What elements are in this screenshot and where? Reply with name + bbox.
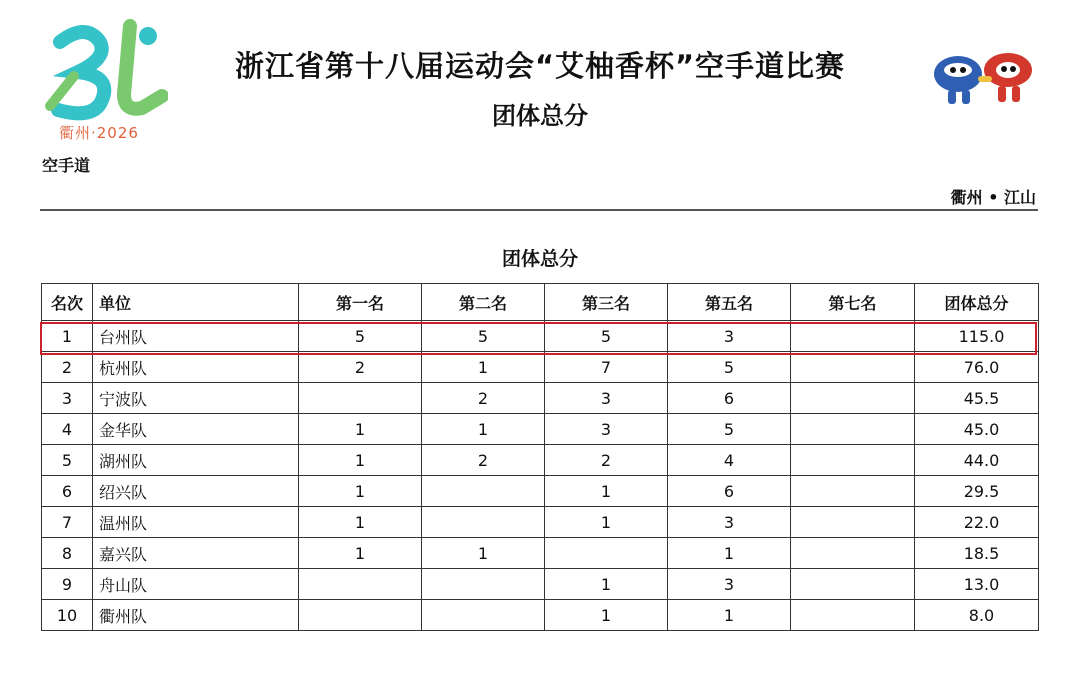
cell-fifth: 3	[668, 507, 791, 538]
cell-first: 5	[299, 321, 422, 352]
cell-rank: 3	[42, 383, 93, 414]
cell-third	[545, 538, 668, 569]
cell-second: 5	[422, 321, 545, 352]
page-subtitle: 团体总分	[492, 102, 588, 130]
cell-unit: 嘉兴队	[93, 538, 299, 569]
cell-first: 1	[299, 476, 422, 507]
mascot-icon	[928, 50, 1038, 108]
cell-unit: 衢州队	[93, 600, 299, 631]
table-row	[42, 507, 1039, 538]
cell-third: 1	[545, 600, 668, 631]
table-row	[42, 569, 1039, 600]
table-row	[42, 321, 1039, 352]
column-header-unit: 单位	[93, 284, 299, 321]
cell-fifth: 5	[668, 352, 791, 383]
column-header-first: 第一名	[299, 284, 422, 321]
cell-total: 22.0	[915, 507, 1039, 538]
cell-fifth: 3	[668, 321, 791, 352]
cell-fifth: 5	[668, 414, 791, 445]
cell-second: 1	[422, 414, 545, 445]
cell-first	[299, 600, 422, 631]
cell-fifth: 6	[668, 383, 791, 414]
cell-rank: 1	[42, 321, 93, 352]
column-header-total: 团体总分	[915, 284, 1039, 321]
cell-third: 1	[545, 507, 668, 538]
table-row	[42, 383, 1039, 414]
cell-third: 5	[545, 321, 668, 352]
cell-third: 1	[545, 569, 668, 600]
cell-seventh	[791, 352, 915, 383]
cell-unit: 杭州队	[93, 352, 299, 383]
cell-seventh	[791, 538, 915, 569]
table-row	[42, 445, 1039, 476]
table-title: 团体总分	[501, 248, 578, 270]
table-header-row	[42, 284, 1039, 321]
cell-second	[422, 569, 545, 600]
cell-unit: 台州队	[93, 321, 299, 352]
venue-label: 衢州 • 江山	[950, 188, 1036, 207]
cell-seventh	[791, 600, 915, 631]
cell-total: 45.0	[915, 414, 1039, 445]
column-header-fifth: 第五名	[668, 284, 791, 321]
cell-second	[422, 476, 545, 507]
cell-second	[422, 600, 545, 631]
cell-total: 29.5	[915, 476, 1039, 507]
cell-seventh	[791, 383, 915, 414]
cell-seventh	[791, 445, 915, 476]
mascot-image	[928, 50, 1038, 108]
cell-rank: 2	[42, 352, 93, 383]
page-title: 浙江省第十八届运动会“艾柚香杯”空手道比赛	[234, 49, 846, 83]
column-header-second: 第二名	[422, 284, 545, 321]
cell-unit: 金华队	[93, 414, 299, 445]
cell-seventh	[791, 476, 915, 507]
cell-rank: 5	[42, 445, 93, 476]
table-row	[42, 352, 1039, 383]
cell-unit: 湖州队	[93, 445, 299, 476]
cell-first: 1	[299, 445, 422, 476]
cell-seventh	[791, 507, 915, 538]
cell-second: 1	[422, 538, 545, 569]
cell-first	[299, 569, 422, 600]
team-score-table	[41, 283, 1039, 631]
cell-first: 2	[299, 352, 422, 383]
cell-total: 45.5	[915, 383, 1039, 414]
logo-caption: 衢州·2026	[59, 124, 139, 142]
cell-rank: 6	[42, 476, 93, 507]
cell-third: 2	[545, 445, 668, 476]
cell-unit: 宁波队	[93, 383, 299, 414]
cell-total: 76.0	[915, 352, 1039, 383]
cell-unit: 温州队	[93, 507, 299, 538]
header-divider	[40, 209, 1038, 211]
cell-unit: 舟山队	[93, 569, 299, 600]
cell-seventh	[791, 321, 915, 352]
column-header-third: 第三名	[545, 284, 668, 321]
cell-second: 1	[422, 352, 545, 383]
cell-rank: 10	[42, 600, 93, 631]
cell-seventh	[791, 569, 915, 600]
cell-first: 1	[299, 507, 422, 538]
cell-fifth: 4	[668, 445, 791, 476]
cell-first	[299, 383, 422, 414]
table-row	[42, 476, 1039, 507]
cell-rank: 7	[42, 507, 93, 538]
sport-label: 空手道	[42, 156, 91, 175]
table-row	[42, 414, 1039, 445]
cell-unit: 绍兴队	[93, 476, 299, 507]
cell-third: 3	[545, 414, 668, 445]
cell-total: 8.0	[915, 600, 1039, 631]
cell-total: 44.0	[915, 445, 1039, 476]
cell-rank: 9	[42, 569, 93, 600]
cell-fifth: 3	[668, 569, 791, 600]
table-row	[42, 538, 1039, 569]
cell-fifth: 1	[668, 600, 791, 631]
cell-second: 2	[422, 383, 545, 414]
cell-rank: 4	[42, 414, 93, 445]
cell-total: 13.0	[915, 569, 1039, 600]
table-row	[42, 600, 1039, 631]
cell-third: 7	[545, 352, 668, 383]
cell-third: 3	[545, 383, 668, 414]
column-header-rank: 名次	[42, 284, 93, 321]
cell-first: 1	[299, 538, 422, 569]
cell-second	[422, 507, 545, 538]
cell-fifth: 1	[668, 538, 791, 569]
cell-fifth: 6	[668, 476, 791, 507]
column-header-seventh: 第七名	[791, 284, 915, 321]
cell-second: 2	[422, 445, 545, 476]
cell-third: 1	[545, 476, 668, 507]
cell-first: 1	[299, 414, 422, 445]
cell-rank: 8	[42, 538, 93, 569]
cell-seventh	[791, 414, 915, 445]
cell-total: 18.5	[915, 538, 1039, 569]
cell-total: 115.0	[915, 321, 1039, 352]
